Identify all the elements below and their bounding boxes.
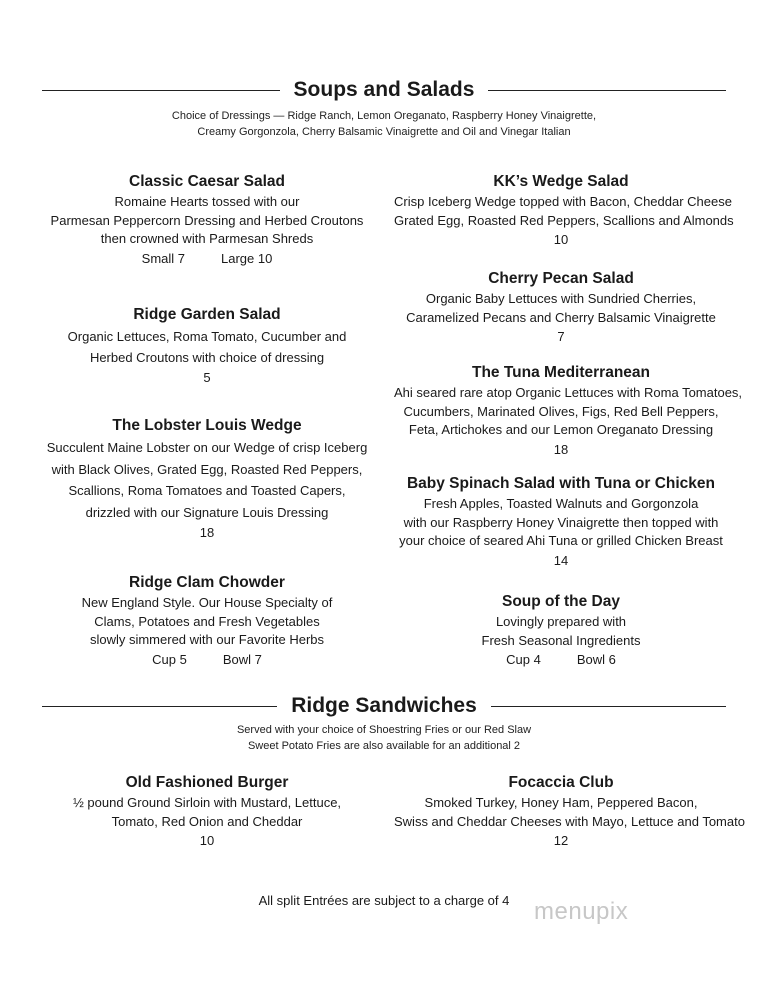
item-name: The Tuna Mediterranean — [472, 364, 650, 381]
item-description: Organic Baby Lettuces with Sundried Cherries, Caramelized Pecans and Cherry Balsamic Vinaigrette — [406, 291, 716, 325]
menu-item-cherry-pecan-salad — [394, 268, 728, 347]
item-name: Ridge Garden Salad — [133, 306, 281, 323]
item-name: Ridge Clam Chowder — [129, 574, 285, 591]
item-price: 12 — [553, 833, 569, 848]
item-description: Romaine Hearts tossed with our Parmesan Peppercorn Dressing and Herbed Croutons then crowned with Parmesan Shreds — [50, 194, 364, 246]
split-entree-note: All split Entrées are subject to a charge of 4 — [258, 893, 510, 908]
item-name: Cherry Pecan Salad — [488, 270, 634, 287]
item-description: Succulent Maine Lobster on our Wedge of crisp Iceberg with Black Olives, Grated Egg, Roasted Red Peppers, Scallions, Roma Tomatoes and Toasted Capers, drizzled with our Signature Louis Dressing — [46, 440, 368, 520]
item-price: Cup 4 Bowl 6 — [506, 652, 616, 667]
menu-item-ridge-clam-chowder — [40, 572, 374, 670]
menu-item-baby-spinach-salad — [394, 473, 728, 571]
menu-item-focaccia-club — [394, 772, 745, 851]
item-description: Crisp Iceberg Wedge topped with Bacon, Cheddar Cheese Grated Egg, Roasted Red Peppers, Scallions and Almonds — [394, 194, 734, 228]
item-price: 10 — [553, 232, 569, 247]
item-description: Smoked Turkey, Honey Ham, Peppered Bacon, Swiss and Cheddar Cheeses with Mayo, Lettuce and Tomato — [394, 795, 745, 829]
menu-item-old-fashioned-burger — [40, 772, 374, 851]
item-price: 10 — [199, 833, 215, 848]
section-header-sandwiches — [0, 692, 768, 722]
item-name: KK’s Wedge Salad — [493, 173, 629, 190]
menu-item-kks-wedge-salad — [394, 171, 734, 250]
item-name: The Lobster Louis Wedge — [112, 417, 302, 434]
dressings-note: Choice of Dressings — Ridge Ranch, Lemon Oreganato, Raspberry Honey Vinaigrette, Creamy Gorgonzola, Cherry Balsamic Vinaigrette and Oil and Vinegar Italian — [171, 110, 597, 138]
item-price: 5 — [203, 370, 211, 385]
item-description: Fresh Apples, Toasted Walnuts and Gorgonzola with our Raspberry Honey Vinaigrette then topped with your choice of seared Ahi Tuna or grilled Chicken Breast — [399, 496, 723, 548]
menu-item-lobster-louis-wedge — [40, 415, 374, 543]
section-title-sandwiches: Ridge Sandwiches — [277, 694, 491, 717]
item-price: Small 7 Large 10 — [141, 250, 273, 266]
item-name: Classic Caesar Salad — [129, 173, 285, 190]
item-name: Old Fashioned Burger — [125, 774, 289, 791]
menupix-watermark: menupix — [534, 898, 629, 925]
item-description: Lovingly prepared with Fresh Seasonal Ingredients — [481, 614, 641, 648]
item-price: 18 — [199, 525, 215, 540]
item-name: Soup of the Day — [502, 593, 620, 610]
item-name: Focaccia Club — [508, 774, 614, 791]
item-description: ½ pound Ground Sirloin with Mustard, Lettuce, Tomato, Red Onion and Cheddar — [72, 795, 342, 829]
menu-item-soup-of-the-day — [394, 591, 728, 670]
item-description: New England Style. Our House Specialty of Clams, Potatoes and Fresh Vegetables slowly simmered with our Favorite Herbs — [81, 595, 333, 647]
item-description: Organic Lettuces, Roma Tomato, Cucumber and Herbed Croutons with choice of dressing — [67, 329, 347, 365]
item-price: Cup 5 Bowl 7 — [152, 651, 262, 667]
section-title-soups-salads: Soups and Salads — [280, 78, 489, 101]
item-price: 14 — [553, 552, 569, 568]
menu-item-ridge-garden-salad — [40, 304, 374, 388]
item-price: 18 — [553, 441, 569, 457]
menu-item-tuna-mediterranean — [394, 362, 743, 460]
item-description: Ahi seared rare atop Organic Lettuces with Roma Tomatoes, Cucumbers, Marinated Olives, Figs, Red Bell Peppers, Feta, Artichokes and our Lemon Oreganato Dressing — [394, 385, 743, 437]
item-price: 7 — [557, 329, 565, 344]
sandwiches-note: Served with your choice of Shoestring Fries or our Red Slaw Sweet Potato Fries are also available for an additional 2 — [236, 724, 532, 752]
item-name: Baby Spinach Salad with Tuna or Chicken — [406, 475, 716, 492]
menu-item-classic-caesar-salad — [40, 171, 374, 269]
section-header-soups-salads — [0, 76, 768, 106]
